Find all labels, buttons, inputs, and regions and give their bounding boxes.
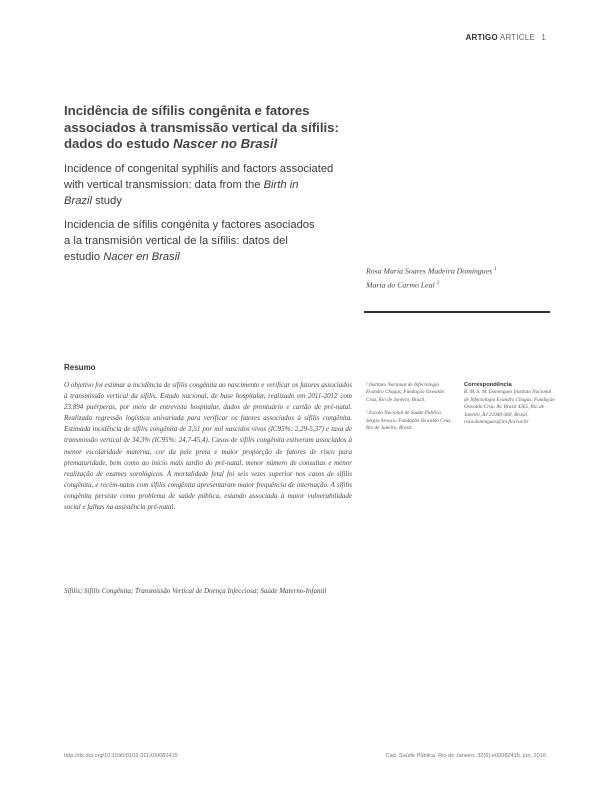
doi-link[interactable]: http://dx.doi.org/10.1590/0102-311X00082415 xyxy=(64,753,178,759)
author-name: Maria do Carmo Leal xyxy=(366,280,435,290)
divider-rule xyxy=(364,311,550,313)
affiliation-item: ¹ Instituto Nacional de Infectologia Evandro Chagas, Fundação Oswaldo Cruz, Rio de Janeiro, Brasil. xyxy=(366,382,445,403)
correspondence-heading: Correspondência xyxy=(464,382,512,388)
title-es-line: Incidencia de sífilis congénita y factores asociados xyxy=(64,219,315,231)
affiliations xyxy=(366,382,452,438)
author-list xyxy=(366,264,566,291)
journal-citation: Cad. Saúde Pública, Rio de Janeiro, 32(6):e00082415, jun, 2016 xyxy=(385,753,546,759)
title-pt-study-name: Nascer no Brasil xyxy=(173,136,278,151)
author xyxy=(366,264,566,278)
author-affiliation-mark: 1 xyxy=(494,267,497,272)
author-affiliation-mark: 2 xyxy=(436,280,440,286)
correspondence xyxy=(464,382,556,426)
title-portuguese xyxy=(64,103,354,153)
keywords: Sífilis; Sífilis Congênita; Transmissão Vertical de Doença Infecciosa; Saúde Materno-Infantil xyxy=(64,587,327,595)
author-name: Rosa Maria Soares Madeira Domingues xyxy=(366,266,493,276)
title-en-line: Incidence of congenital syphilis and factors associated xyxy=(64,163,334,175)
abstract-text: O objetivo foi estimar a incidência de sífilis congênita ao nascimento e verificar os fatores associados à transmissão vertical da sífilis. Estudo nacional, de base hospitalar, realizado em 2011-2012 com 23.894 puérperas, por meio de entrevista hospitalar, dados de prontuário e cartão de pré-natal. Realizada regressão logística univariada para verificar os fatores associados à sífilis congênita. Estimada incidência de sífilis congênita de 3,51 por mil nascidos vivos (IC95%: 2,29-5,37) e taxa de transmissão vertical de 34,3% (IC95%: 24,7-45,4). Casos de sífilis congênita estiveram associados à menor escolaridade materna, cor da pele preta e maior proporção de fatores de risco para prematuridade, bem como ao início mais tardio do pré-natal, menor número de consultas e menor realização de exames sorológicos. A mortalidade fetal foi seis vezes superior nos casos de sífilis congênita, e recém-natos com sífilis congênita apresentaram maior frequência de internação. A sífilis congênita persiste como problema de saúde pública, estando associada à maior vulnerabilidade social e falhas na assistência pré-natal. xyxy=(64,381,352,512)
title-spanish xyxy=(64,217,364,265)
title-en-study-name-a: Birth in xyxy=(263,179,299,191)
page-number: 1 xyxy=(541,33,546,42)
title-es-study-name: Nacer en Brasil xyxy=(103,251,180,263)
title-en-study-name-b: Brazil xyxy=(64,195,92,207)
title-en-tail: study xyxy=(91,195,122,207)
affiliation-item: ² Escola Nacional de Saúde Pública Sergio Arouca, Fundação Oswaldo Cruz, Rio de Janeiro, Brasil. xyxy=(366,410,452,432)
title-en-line: with vertical transmission: data from the xyxy=(64,179,264,191)
title-pt-line: dados do estudo xyxy=(64,136,174,151)
correspondence-text: R. M. S. M. Domingues Instituto Nacional de Infectologia Evandro Chagas, Fundação Oswaldo Cruz. Av. Brasil 4365, Rio de Janeiro, RJ 21040-360, Brasil. rosa.domingues@ini.fiocruz.br xyxy=(464,389,556,426)
title-pt-line: associados à transmissão vertical da sífilis: xyxy=(64,119,339,135)
author xyxy=(366,278,566,292)
title-es-line: a la transmisión vertical de la sífilis: datos del xyxy=(64,235,288,247)
title-pt-line: Incidência de sífilis congênita e fatores xyxy=(64,103,310,118)
article-type-pt: ARTIGO xyxy=(465,33,498,42)
running-header xyxy=(466,33,546,42)
title-english xyxy=(64,161,364,209)
abstract-heading: Resumo xyxy=(64,363,96,372)
title-es-line: estudio xyxy=(64,251,104,263)
article-type-en: ARTICLE xyxy=(499,33,535,42)
